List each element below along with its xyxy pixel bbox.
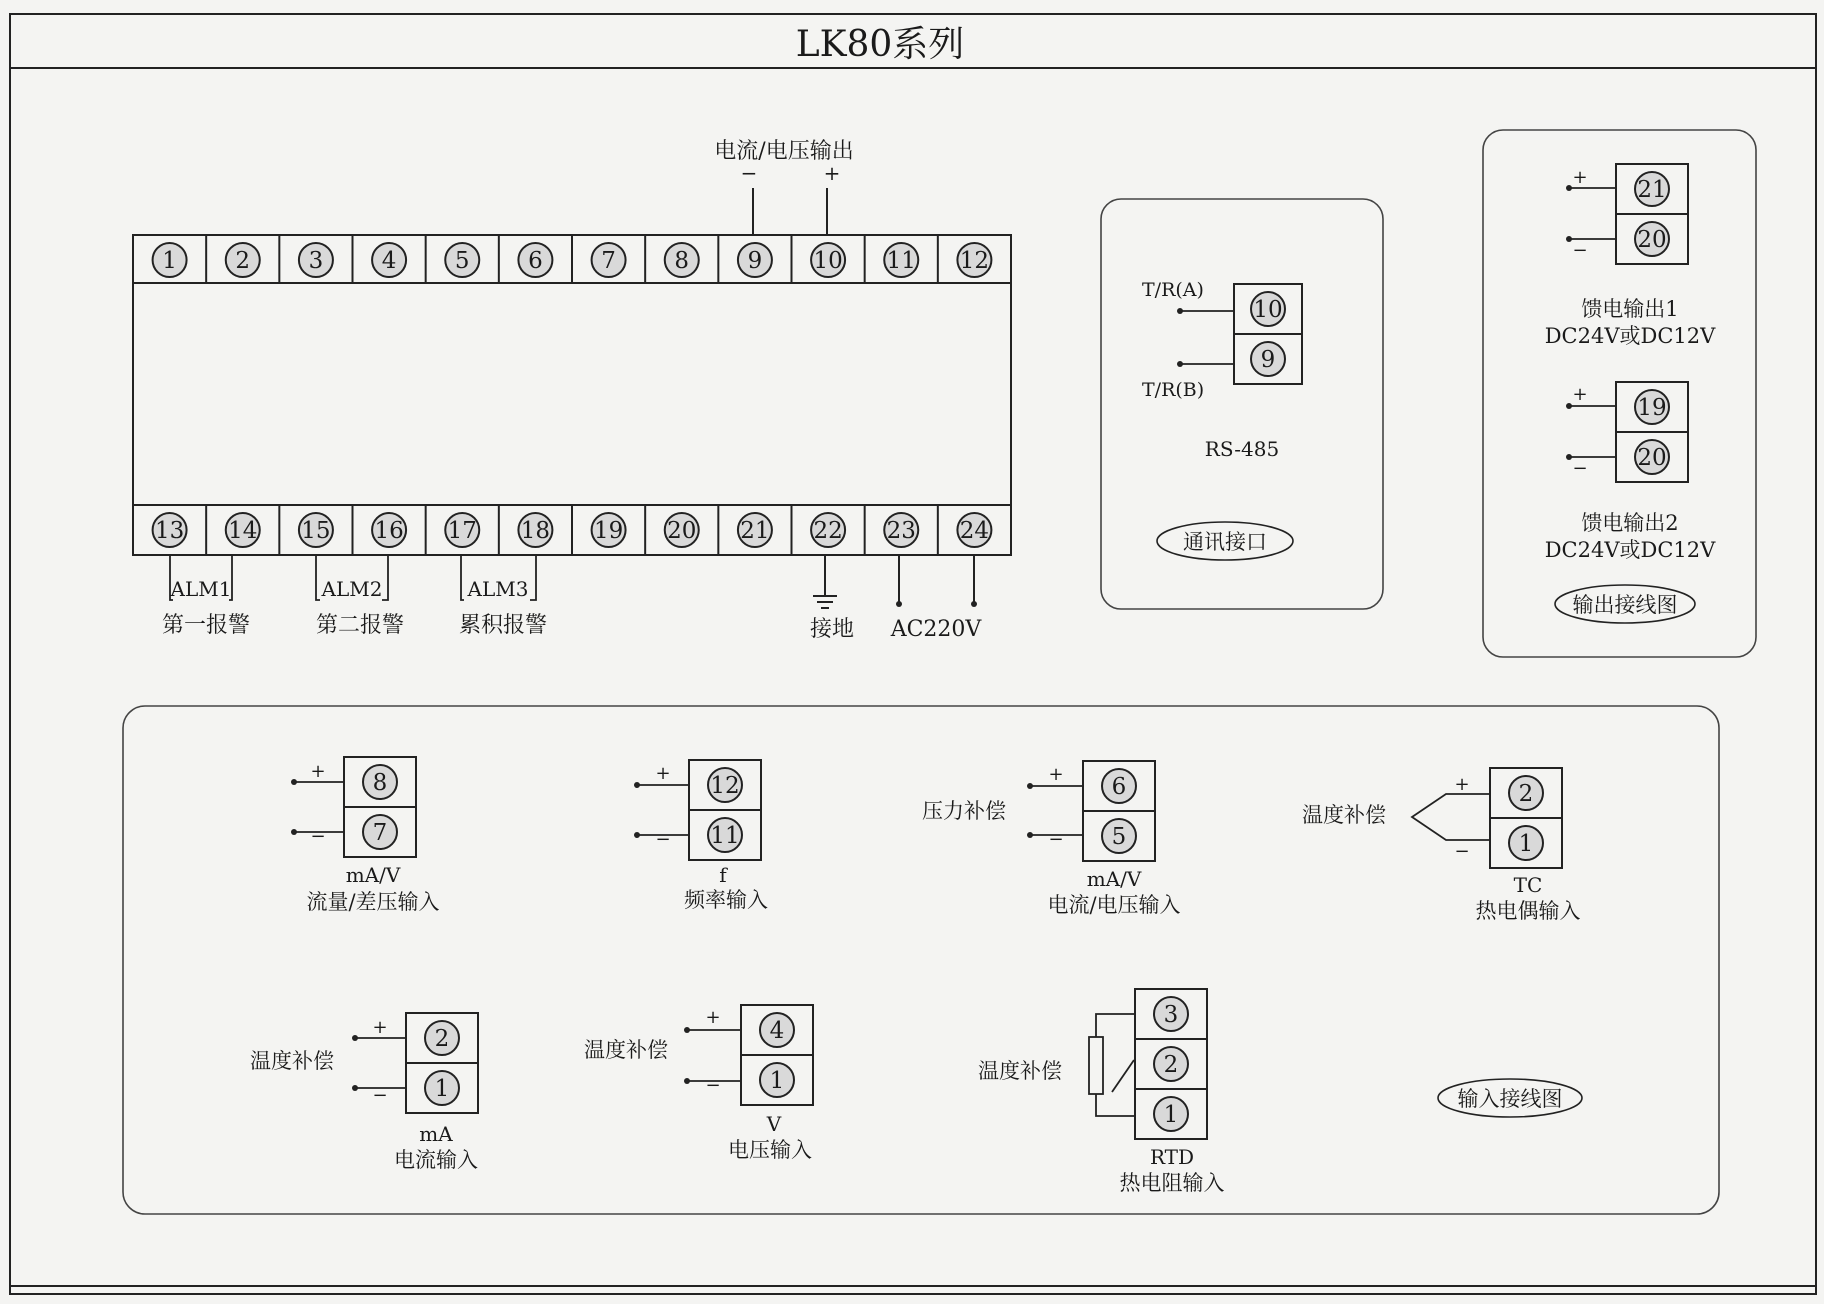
terminal-20 (645, 506, 699, 554)
v-terminal-block (741, 1005, 813, 1105)
rtd-input-group (978, 989, 1225, 1195)
output-plus-sign: + (823, 161, 841, 185)
top-terminal-2-number: 2 (235, 248, 251, 274)
pressure-comp-label: 压力补偿 (922, 799, 1006, 823)
flow-input-group (291, 757, 440, 914)
terminal-7 (572, 236, 626, 284)
rtd-unit: RTD (1149, 1145, 1195, 1169)
ma-terminal-block (406, 1013, 478, 1113)
tr-a-label: T/R(A) (1142, 279, 1204, 301)
ma-terminal-1-number: 1 (434, 1076, 450, 1102)
power-label: AC220V (890, 617, 982, 642)
feed-2-name: 馈电输出2 (1581, 511, 1679, 535)
alarm-3-label: 累积报警 (458, 613, 548, 638)
rtd-terminal-block (1135, 989, 1207, 1139)
v-terminal-1-number: 1 (769, 1068, 785, 1094)
alarm-1-box: ALM1 (170, 577, 232, 601)
terminal-6 (499, 236, 553, 284)
alarm-1-label: 第一报警 (161, 613, 251, 638)
top-terminal-9-number: 9 (747, 248, 763, 274)
tr-b-label: T/R(B) (1142, 379, 1205, 401)
freq-name: 频率输入 (684, 888, 768, 912)
output-caption: 输出接线图 (1572, 593, 1678, 617)
pressure-terminal-5-number: 5 (1111, 824, 1127, 850)
v-unit: V (766, 1112, 782, 1136)
terminal-3 (279, 236, 333, 284)
pressure-input-group (922, 761, 1181, 917)
terminal-21 (718, 506, 772, 554)
freq-terminal-11-number: 11 (710, 823, 740, 849)
pressure-unit: mA/V (1086, 867, 1142, 891)
tc-terminal-block (1490, 768, 1562, 868)
flow-name: 流量/差压输入 (306, 890, 440, 914)
rtd-comp-label: 温度补偿 (978, 1059, 1062, 1083)
flow-terminal-block (344, 757, 416, 857)
rs485-label: RS-485 (1204, 437, 1280, 461)
top-terminal-10-number: 10 (813, 248, 843, 274)
pressure-plus: + (1048, 764, 1064, 785)
terminal-11 (865, 236, 919, 284)
pressure-terminal-6-number: 6 (1111, 774, 1127, 800)
tc-minus: − (1454, 841, 1470, 862)
bottom-terminal-row (153, 506, 992, 554)
v-comp-label: 温度补偿 (584, 1038, 668, 1062)
terminal-5 (426, 236, 480, 284)
tc-plus: + (1454, 774, 1470, 795)
freq-terminal-block (689, 760, 761, 860)
flow-terminal-8-number: 8 (372, 770, 388, 796)
freq-plus: + (655, 763, 671, 784)
terminal-22 (792, 506, 846, 554)
tc-terminal-1-number: 1 (1518, 831, 1534, 857)
ma-plus: + (372, 1017, 388, 1038)
tc-comp-label: 温度补偿 (1302, 803, 1386, 827)
page-title: LK80系列 (795, 24, 965, 65)
terminal-19 (572, 506, 626, 554)
comm-terminal-10-number: 10 (1253, 297, 1283, 323)
output-minus-sign: − (740, 161, 758, 185)
flow-plus: + (310, 761, 326, 782)
terminal-4 (353, 236, 407, 284)
bottom-terminal-21-number: 21 (740, 518, 770, 544)
tc-name: 热电偶输入 (1475, 899, 1581, 923)
top-terminal-12-number: 12 (959, 248, 990, 274)
comm-caption: 通讯接口 (1183, 530, 1267, 554)
tc-terminal-2-number: 2 (1518, 781, 1534, 807)
rtd-terminal-2-number: 2 (1163, 1052, 1179, 1078)
top-terminal-5-number: 5 (454, 248, 470, 274)
top-terminal-4-number: 4 (381, 248, 397, 274)
ma-comp-label: 温度补偿 (250, 1049, 334, 1073)
feed-1-minus: − (1572, 240, 1588, 261)
pressure-terminal-block (1083, 761, 1155, 861)
bottom-terminal-19-number: 19 (593, 518, 624, 544)
top-terminal-11-number: 11 (886, 248, 916, 274)
terminal-8 (645, 236, 699, 284)
bottom-terminal-17-number: 17 (447, 518, 477, 544)
power-input (890, 556, 983, 642)
feed-output-1-terminals (1616, 164, 1688, 264)
bottom-terminal-24-number: 24 (959, 518, 990, 544)
ma-terminal-2-number: 2 (434, 1026, 450, 1052)
rtd-terminal-1-number: 1 (1163, 1102, 1179, 1128)
flow-terminal-7-number: 7 (372, 820, 388, 846)
ma-name: 电流输入 (394, 1148, 478, 1172)
freq-input-group (634, 760, 768, 912)
feed-1-name: 馈电输出1 (1581, 297, 1679, 321)
terminal-1 (153, 243, 187, 277)
analog-output-label: 电流/电压输出 (714, 139, 854, 164)
terminal-2 (206, 236, 260, 284)
analog-output-wiring (714, 139, 853, 236)
v-input-group (584, 1005, 813, 1162)
freq-minus: − (655, 829, 671, 850)
alarm-2-box: ALM2 (321, 577, 383, 601)
ground-symbol (810, 556, 854, 642)
feed-2-plus: + (1572, 384, 1588, 405)
tc-input-group (1302, 768, 1581, 923)
pressure-name: 电流/电压输入 (1047, 893, 1181, 917)
top-terminal-7-number: 7 (601, 248, 616, 274)
terminal-16 (353, 506, 407, 554)
input-wiring-panel (123, 706, 1719, 1214)
input-caption: 输入接线图 (1457, 1087, 1563, 1111)
terminal-12 (938, 236, 992, 284)
v-minus: − (705, 1075, 721, 1096)
bottom-terminal-13-number: 13 (154, 518, 185, 544)
bottom-terminal-23-number: 23 (886, 518, 916, 544)
v-plus: + (705, 1007, 721, 1028)
feed-1-spec: DC24V或DC12V (1544, 324, 1716, 348)
bottom-terminal-18-number: 18 (520, 518, 551, 544)
flow-unit: mA/V (345, 863, 401, 887)
terminal-14 (206, 506, 260, 554)
main-terminal-strip (133, 235, 1011, 555)
bottom-terminal-16-number: 16 (374, 518, 404, 544)
feed2-terminal-19-number: 19 (1637, 395, 1667, 421)
ma-input-group (250, 1013, 478, 1172)
alarm-wiring (162, 556, 547, 638)
terminal-10 (792, 236, 846, 284)
bottom-terminal-20-number: 20 (667, 518, 697, 544)
terminal-17 (426, 506, 480, 554)
top-terminal-8-number: 8 (674, 248, 690, 274)
bottom-terminal-22-number: 22 (813, 518, 843, 544)
ground-label: 接地 (809, 617, 855, 642)
freq-terminal-12-number: 12 (710, 773, 740, 799)
terminal-15 (279, 506, 333, 554)
terminal-23 (865, 506, 919, 554)
feed-output-2-terminals (1616, 382, 1688, 482)
v-name: 电压输入 (728, 1138, 812, 1162)
terminal-9 (718, 236, 772, 284)
top-terminal-row (153, 236, 992, 284)
output-wiring-panel (1483, 130, 1756, 657)
top-terminal-3-number: 3 (308, 248, 324, 274)
ma-minus: − (372, 1085, 388, 1106)
alarm-2-label: 第二报警 (315, 613, 405, 638)
freq-unit: f (719, 863, 727, 887)
feed-2-minus: − (1572, 458, 1588, 479)
rtd-name: 热电阻输入 (1119, 1171, 1225, 1195)
bottom-terminal-15-number: 15 (301, 518, 331, 544)
flow-minus: − (310, 826, 326, 847)
alarm-3-box: ALM3 (467, 577, 529, 601)
bottom-terminal-14-number: 14 (228, 518, 258, 544)
comm-terminal-block (1234, 284, 1302, 384)
rtd-terminal-3-number: 3 (1163, 1002, 1179, 1028)
terminal-13 (153, 513, 187, 547)
top-terminal-1-number: 1 (162, 248, 177, 274)
rtd-resistor (1089, 1037, 1103, 1094)
feed1-terminal-21-number: 21 (1637, 177, 1667, 203)
top-terminal-6-number: 6 (528, 248, 543, 274)
v-terminal-4-number: 4 (769, 1018, 785, 1044)
comm-terminal-9-number: 9 (1260, 347, 1276, 373)
terminal-18 (499, 506, 553, 554)
terminal-24 (938, 506, 992, 554)
ma-unit: mA (419, 1122, 453, 1146)
feed2-terminal-20-number: 20 (1637, 445, 1667, 471)
comm-interface-panel (1101, 199, 1383, 609)
feed-1-plus: + (1572, 167, 1588, 188)
feed1-terminal-20-number: 20 (1637, 227, 1667, 253)
feed-2-spec: DC24V或DC12V (1544, 538, 1716, 562)
pressure-minus: − (1048, 829, 1064, 850)
tc-unit: TC (1513, 873, 1543, 897)
